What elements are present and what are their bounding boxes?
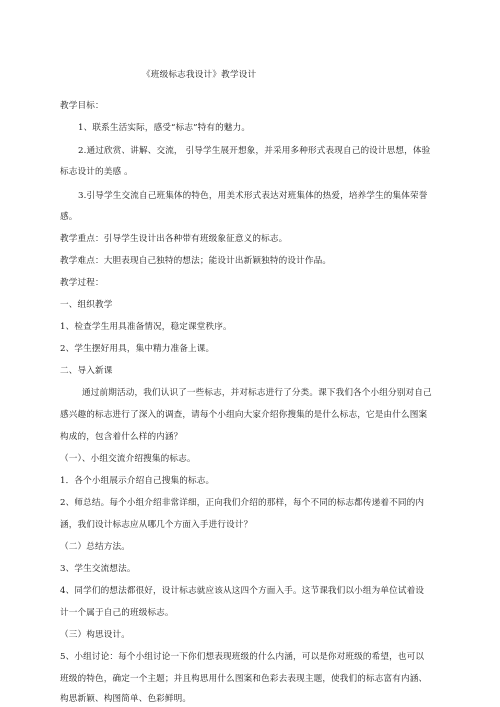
objective-1: 1、联系生活实际，感受“标志”特有的魅力。: [78, 123, 251, 133]
section-heading-process: 教学过程：: [60, 278, 104, 288]
document-title: 《班级标志我设计》教学设计: [142, 70, 257, 80]
substep-1-heading: （一）、小组交流介绍搜集的标志。: [60, 454, 196, 464]
teaching-difficulty: 教学难点：大胆表现自己独特的想法；能设计出新颖独特的设计作品。: [60, 256, 332, 266]
objective-2-line-2: 标志设计的美感 。: [60, 167, 133, 177]
substep-2-item-4-line-2: 计一个属于自己的班级标志。: [60, 608, 174, 618]
substep-3-heading: （三）构思设计。: [60, 630, 130, 640]
substep-1-item-2-line-2: 涵，我们设计标志应从哪几个方面入手进行设计？: [60, 520, 253, 530]
objective-3-line-1: 3.引导学生交流自己班集体的特色，用美术形式表达对班集体的热爱，培养学生的集体荣誉: [78, 191, 428, 201]
organize-item-2: 2、学生摆好用具，集中精力准备上课。: [60, 344, 215, 354]
section-heading-objectives: 教学目标：: [60, 101, 104, 111]
substep-2-item-3: 3、学生交流想法。: [60, 564, 136, 574]
substep-2-heading: （二）总结方法。: [60, 542, 130, 552]
introduce-paragraph-line-3: 构成的，包含着什么样的内涵？: [60, 432, 183, 442]
step-introduce: 二、导入新课: [60, 366, 113, 376]
substep-3-item-5-line-3: 构思新颖、构图简单、色彩鲜明。: [60, 694, 192, 704]
teaching-key-point: 教学重点：引导学生设计出各种带有班级象征意义的标志。: [60, 234, 288, 244]
step-organize: 一、组织教学: [60, 300, 113, 310]
substep-3-item-5-line-2: 班级的特色，确定一个主题；并且构思用什么图案和色彩去表现主题，使我们的标志富有内涵、: [60, 674, 428, 684]
introduce-paragraph-line-2: 感兴趣的标志进行了深入的调查，请每个小组向大家介绍你搜集的是什么标志，它是由什么图案: [60, 410, 428, 420]
substep-1-item-2-line-1: 2、师总结。每个小组介绍非常详细，正向我们介绍的那样，每个不同的标志都传递着不同的内: [60, 498, 425, 508]
objective-3-line-2: 感。: [60, 212, 78, 222]
substep-3-item-5-line-1: 5、小组讨论：每个小组讨论一下你们想表现班级的什么内涵，可以是你对班级的希望，也可以: [60, 652, 425, 662]
substep-1-item-1: 1．各个小组展示介绍自己搜集的标志。: [60, 476, 215, 486]
objective-2-line-1: 2.通过欣赏、讲解、交流， 引导学生展开想象，并采用多种形式表现自己的设计思想，体验: [78, 146, 431, 156]
substep-2-item-4-line-1: 4、同学们的想法都很好，设计标志就应该从这四个方面入手。这节课我们以小组为单位试着设: [60, 586, 425, 596]
organize-item-1: 1、检查学生用具准备情况，稳定课堂秩序。: [60, 322, 232, 332]
introduce-paragraph-line-1: 通过前期活动，我们认识了一些标志，并对标志进行了分类。课下我们各个小组分别对自己: [82, 388, 432, 398]
